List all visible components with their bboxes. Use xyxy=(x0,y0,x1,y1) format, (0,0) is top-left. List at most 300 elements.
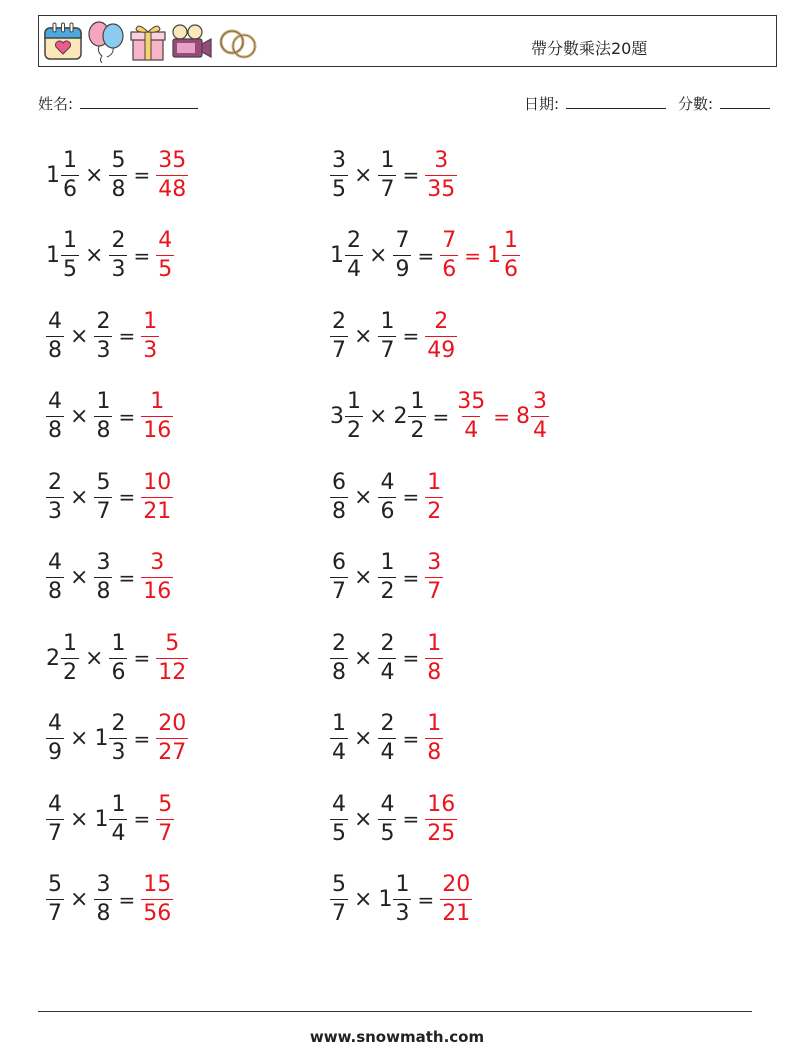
problem-row xyxy=(330,548,443,608)
fraction xyxy=(94,552,112,603)
fraction xyxy=(378,552,396,603)
numerator: 3 xyxy=(427,550,442,575)
problem-row xyxy=(330,467,443,527)
denominator: 7 xyxy=(380,176,395,202)
numerator: 7 xyxy=(395,228,410,253)
score-blank[interactable] xyxy=(720,94,770,109)
second-factor xyxy=(378,874,411,925)
second-factor xyxy=(109,230,127,281)
numerator: 1 xyxy=(427,469,442,495)
first-factor xyxy=(46,874,64,925)
second-factor xyxy=(94,469,112,524)
fraction xyxy=(141,552,173,603)
problem-row xyxy=(46,870,173,930)
denominator: 8 xyxy=(427,740,442,765)
second-factor xyxy=(378,469,396,524)
numerator: 2 xyxy=(332,630,346,656)
equals-sign: = xyxy=(432,404,450,429)
answer-mixed-number xyxy=(516,391,549,442)
first-factor xyxy=(330,147,348,202)
answer-fraction xyxy=(141,552,173,603)
denominator: 2 xyxy=(63,659,77,685)
problem-row xyxy=(46,628,188,688)
answer xyxy=(425,469,443,524)
denominator: 5 xyxy=(332,176,346,202)
numerator: 2 xyxy=(332,308,346,334)
problem-row xyxy=(330,145,457,205)
second-factor xyxy=(109,630,127,685)
times-sign: × xyxy=(85,243,104,268)
equals-sign: = xyxy=(133,807,151,831)
numerator: 2 xyxy=(380,630,395,656)
fraction xyxy=(378,791,396,846)
movie-camera-icon xyxy=(170,20,214,64)
problem-row xyxy=(46,145,188,205)
whole-number: 2 xyxy=(46,645,60,671)
denominator: 8 xyxy=(111,176,126,202)
problem-row xyxy=(330,870,472,930)
times-sign: × xyxy=(85,162,104,188)
answer-fraction xyxy=(141,308,159,363)
whole-number: 1 xyxy=(94,726,109,751)
fraction xyxy=(393,230,411,281)
first-factor xyxy=(46,391,64,442)
calendar-heart-icon xyxy=(42,20,84,62)
numerator: 15 xyxy=(143,872,172,897)
numerator: 35 xyxy=(158,147,187,173)
times-sign: × xyxy=(70,404,89,429)
denominator: 4 xyxy=(332,740,346,765)
denominator: 9 xyxy=(48,740,62,765)
times-sign: × xyxy=(70,806,89,832)
answer-fraction xyxy=(425,713,443,764)
fraction xyxy=(109,713,127,764)
answer xyxy=(141,391,173,442)
denominator: 21 xyxy=(143,498,172,524)
numerator: 1 xyxy=(427,630,442,656)
equals-sign: = xyxy=(402,163,420,187)
answer xyxy=(425,713,443,764)
fraction xyxy=(502,230,520,281)
answer xyxy=(156,630,188,685)
numerator: 1 xyxy=(63,630,77,656)
times-sign: × xyxy=(70,323,89,349)
numerator: 2 xyxy=(434,308,449,334)
first-factor xyxy=(330,713,348,764)
times-sign: × xyxy=(354,645,373,671)
fraction xyxy=(94,469,112,524)
numerator: 20 xyxy=(442,872,471,897)
gift-box-icon xyxy=(128,20,168,64)
denominator: 7 xyxy=(332,337,346,363)
fraction xyxy=(330,469,348,524)
denominator: 8 xyxy=(427,659,442,685)
numerator: 5 xyxy=(158,791,173,817)
denominator: 6 xyxy=(503,257,518,282)
problem-row xyxy=(330,226,520,286)
first-factor xyxy=(46,469,64,524)
denominator: 8 xyxy=(48,418,62,443)
denominator: 5 xyxy=(158,257,173,282)
equals-sign: = xyxy=(133,726,151,751)
denominator: 7 xyxy=(332,901,346,926)
fraction xyxy=(455,391,487,442)
denominator: 8 xyxy=(96,579,111,604)
score-field xyxy=(678,93,770,114)
denominator: 6 xyxy=(63,176,77,202)
first-factor xyxy=(46,630,79,685)
numerator: 6 xyxy=(332,550,346,575)
fraction xyxy=(330,552,348,603)
header-icons xyxy=(42,20,260,64)
answer xyxy=(156,713,188,764)
first-factor xyxy=(330,469,348,524)
first-factor xyxy=(330,791,348,846)
whole-number: 1 xyxy=(46,243,60,268)
fraction xyxy=(109,630,127,685)
second-factor xyxy=(378,552,396,603)
answer xyxy=(141,552,173,603)
answer xyxy=(425,147,457,202)
fraction xyxy=(378,713,396,764)
answer-fraction xyxy=(141,391,173,442)
denominator: 8 xyxy=(48,337,62,363)
denominator: 7 xyxy=(48,901,62,926)
answer-fraction xyxy=(455,391,487,442)
problem-row xyxy=(330,387,549,447)
problem-row xyxy=(46,789,174,849)
times-sign: × xyxy=(369,243,388,268)
denominator: 4 xyxy=(380,740,395,765)
numerator: 4 xyxy=(48,791,62,817)
denominator: 3 xyxy=(395,901,410,926)
fraction xyxy=(141,469,173,524)
denominator: 49 xyxy=(427,337,456,363)
answer-fraction xyxy=(156,791,174,846)
fraction xyxy=(425,552,443,603)
fraction xyxy=(109,230,127,281)
fraction xyxy=(46,391,64,442)
second-factor xyxy=(109,147,127,202)
answer xyxy=(425,791,457,846)
answer-fraction xyxy=(425,469,443,524)
times-sign: × xyxy=(354,726,373,751)
answer-fraction xyxy=(425,630,443,685)
fraction xyxy=(425,147,457,202)
fraction xyxy=(156,630,188,685)
fraction xyxy=(425,630,443,685)
problem-row xyxy=(330,709,443,769)
numerator: 3 xyxy=(434,147,449,173)
problem-row xyxy=(46,467,173,527)
fraction xyxy=(408,391,426,442)
denominator: 5 xyxy=(380,820,395,846)
first-factor xyxy=(330,630,348,685)
numerator: 10 xyxy=(143,469,172,495)
equals-sign: = xyxy=(402,324,420,348)
numerator: 1 xyxy=(427,711,442,736)
second-factor xyxy=(94,713,127,764)
numerator: 1 xyxy=(395,872,410,897)
wedding-rings-icon xyxy=(216,20,260,64)
times-sign: × xyxy=(70,887,89,912)
equals-sign: = xyxy=(402,807,420,831)
worksheet-header xyxy=(38,15,777,67)
denominator: 2 xyxy=(427,498,442,524)
denominator: 8 xyxy=(332,498,346,524)
first-factor xyxy=(330,552,348,603)
denominator: 3 xyxy=(111,740,126,765)
numerator: 6 xyxy=(332,469,346,495)
answer-fraction xyxy=(141,874,173,925)
fraction xyxy=(46,552,64,603)
problem-row xyxy=(330,789,457,849)
name-blank[interactable] xyxy=(80,94,198,109)
date-label: 日期: xyxy=(524,95,560,113)
second-factor xyxy=(378,713,396,764)
times-sign: × xyxy=(70,726,89,751)
equals-sign: = xyxy=(118,565,136,590)
first-factor xyxy=(46,713,64,764)
equals-sign: = xyxy=(402,485,420,509)
fraction xyxy=(94,391,112,442)
numerator: 1 xyxy=(111,791,126,817)
whole-number: 8 xyxy=(515,404,530,429)
numerator: 2 xyxy=(111,228,126,253)
whole-number: 1 xyxy=(378,887,393,912)
numerator: 1 xyxy=(410,389,425,414)
equals-sign: = xyxy=(118,324,136,348)
fraction xyxy=(378,308,396,363)
second-factor xyxy=(94,308,112,363)
answer-fraction xyxy=(440,230,458,281)
equals-sign: = xyxy=(118,404,136,429)
numerator: 4 xyxy=(48,550,62,575)
answer xyxy=(156,230,174,281)
denominator: 5 xyxy=(332,820,346,846)
answer-fraction xyxy=(425,147,457,202)
problem-row xyxy=(330,306,457,366)
fraction xyxy=(440,230,458,281)
problem-row xyxy=(46,306,159,366)
denominator: 2 xyxy=(410,418,425,443)
numerator: 5 xyxy=(111,147,126,173)
numerator: 1 xyxy=(150,389,165,414)
times-sign: × xyxy=(354,162,373,188)
fraction xyxy=(330,308,348,363)
denominator: 3 xyxy=(96,337,111,363)
numerator: 16 xyxy=(427,791,456,817)
first-factor xyxy=(46,791,64,846)
fraction xyxy=(141,308,159,363)
numerator: 3 xyxy=(150,550,165,575)
first-factor xyxy=(46,552,64,603)
fraction xyxy=(345,391,363,442)
numerator: 4 xyxy=(380,469,395,495)
answer-fraction xyxy=(156,630,188,685)
denominator: 48 xyxy=(158,176,187,202)
fraction xyxy=(393,874,411,925)
fraction xyxy=(109,147,127,202)
denominator: 8 xyxy=(96,418,111,443)
fraction xyxy=(330,874,348,925)
answer xyxy=(440,874,472,925)
first-factor xyxy=(46,230,79,281)
equals-sign: = xyxy=(417,243,435,268)
date-blank[interactable] xyxy=(566,94,666,109)
numerator: 1 xyxy=(63,147,77,173)
answer xyxy=(440,230,520,281)
fraction xyxy=(94,308,112,363)
fraction xyxy=(46,791,64,846)
numerator: 7 xyxy=(442,228,457,253)
denominator: 3 xyxy=(143,337,158,363)
equals-sign: = xyxy=(464,243,481,268)
answer-mixed-number xyxy=(487,230,520,281)
numerator: 3 xyxy=(96,872,111,897)
numerator: 4 xyxy=(48,711,62,736)
second-factor xyxy=(378,630,396,685)
fraction xyxy=(46,713,64,764)
answer-fraction xyxy=(425,308,457,363)
fraction xyxy=(330,713,348,764)
denominator: 7 xyxy=(158,820,173,846)
fraction xyxy=(156,713,188,764)
first-factor xyxy=(46,147,79,202)
fraction xyxy=(425,308,457,363)
whole-number: 1 xyxy=(94,806,109,832)
second-factor xyxy=(378,791,396,846)
numerator: 4 xyxy=(158,228,173,253)
answer xyxy=(425,552,443,603)
numerator: 5 xyxy=(332,872,346,897)
first-factor xyxy=(330,874,348,925)
times-sign: × xyxy=(354,565,373,590)
second-factor xyxy=(393,391,426,442)
balloons-icon xyxy=(86,20,126,64)
fraction xyxy=(46,308,64,363)
denominator: 6 xyxy=(380,498,395,524)
answer-fraction xyxy=(425,552,443,603)
denominator: 7 xyxy=(48,820,62,846)
whole-number: 1 xyxy=(486,243,501,268)
first-factor xyxy=(330,391,363,442)
problem-row xyxy=(46,548,173,608)
answer xyxy=(156,147,188,202)
numerator: 1 xyxy=(143,308,158,334)
equals-sign: = xyxy=(133,163,151,187)
denominator: 16 xyxy=(143,418,172,443)
first-factor xyxy=(330,230,363,281)
equals-sign: = xyxy=(402,726,420,751)
answer xyxy=(141,308,159,363)
whole-number: 1 xyxy=(330,243,344,268)
name-label: 姓名: xyxy=(38,95,74,113)
answer xyxy=(425,630,443,685)
numerator: 1 xyxy=(380,308,395,334)
fraction xyxy=(61,230,79,281)
equals-sign: = xyxy=(493,404,510,429)
fraction xyxy=(330,147,348,202)
second-factor xyxy=(94,791,127,846)
numerator: 1 xyxy=(347,389,361,414)
worksheet-title: 帶分數乘法20題 xyxy=(531,39,648,58)
numerator: 20 xyxy=(158,711,187,736)
denominator: 7 xyxy=(380,337,395,363)
second-factor xyxy=(393,230,411,281)
numerator: 2 xyxy=(48,469,62,495)
fraction xyxy=(425,713,443,764)
name-field xyxy=(38,93,198,114)
answer xyxy=(425,308,457,363)
numerator: 4 xyxy=(48,389,62,414)
equals-sign: = xyxy=(402,646,420,670)
second-factor xyxy=(94,552,112,603)
times-sign: × xyxy=(354,806,373,832)
numerator: 2 xyxy=(96,308,111,334)
denominator: 9 xyxy=(395,257,410,282)
date-field xyxy=(524,93,666,114)
answer-fraction xyxy=(141,469,173,524)
numerator: 3 xyxy=(96,550,111,575)
second-factor xyxy=(94,391,112,442)
answer xyxy=(156,791,174,846)
numerator: 2 xyxy=(347,228,361,253)
times-sign: × xyxy=(85,645,104,671)
fraction xyxy=(141,874,173,925)
numerator: 35 xyxy=(457,389,486,414)
denominator: 7 xyxy=(427,579,442,604)
denominator: 4 xyxy=(464,418,479,443)
answer xyxy=(141,874,173,925)
denominator: 6 xyxy=(442,257,457,282)
second-factor xyxy=(378,308,396,363)
problem-row xyxy=(330,628,443,688)
times-sign: × xyxy=(354,887,373,912)
equals-sign: = xyxy=(402,565,420,590)
first-factor xyxy=(330,308,348,363)
fraction xyxy=(156,230,174,281)
fraction xyxy=(46,874,64,925)
denominator: 7 xyxy=(332,579,346,604)
denominator: 6 xyxy=(111,659,126,685)
numerator: 3 xyxy=(332,147,346,173)
denominator: 8 xyxy=(96,901,111,926)
problem-row xyxy=(46,387,173,447)
times-sign: × xyxy=(354,484,373,510)
denominator: 3 xyxy=(48,498,62,524)
fraction xyxy=(156,791,174,846)
fraction xyxy=(94,874,112,925)
answer xyxy=(141,469,173,524)
fraction xyxy=(378,630,396,685)
times-sign: × xyxy=(354,323,373,349)
numerator: 2 xyxy=(380,711,395,736)
fraction xyxy=(141,391,173,442)
answer-fraction xyxy=(156,713,188,764)
whole-number: 1 xyxy=(46,162,60,188)
second-factor xyxy=(378,147,396,202)
fraction xyxy=(425,791,457,846)
fraction xyxy=(425,469,443,524)
numerator: 5 xyxy=(96,469,111,495)
fraction xyxy=(156,147,188,202)
numerator: 1 xyxy=(63,228,77,253)
fraction xyxy=(345,230,363,281)
footer-divider xyxy=(38,1011,752,1012)
answer xyxy=(455,391,549,442)
denominator: 27 xyxy=(158,740,187,765)
